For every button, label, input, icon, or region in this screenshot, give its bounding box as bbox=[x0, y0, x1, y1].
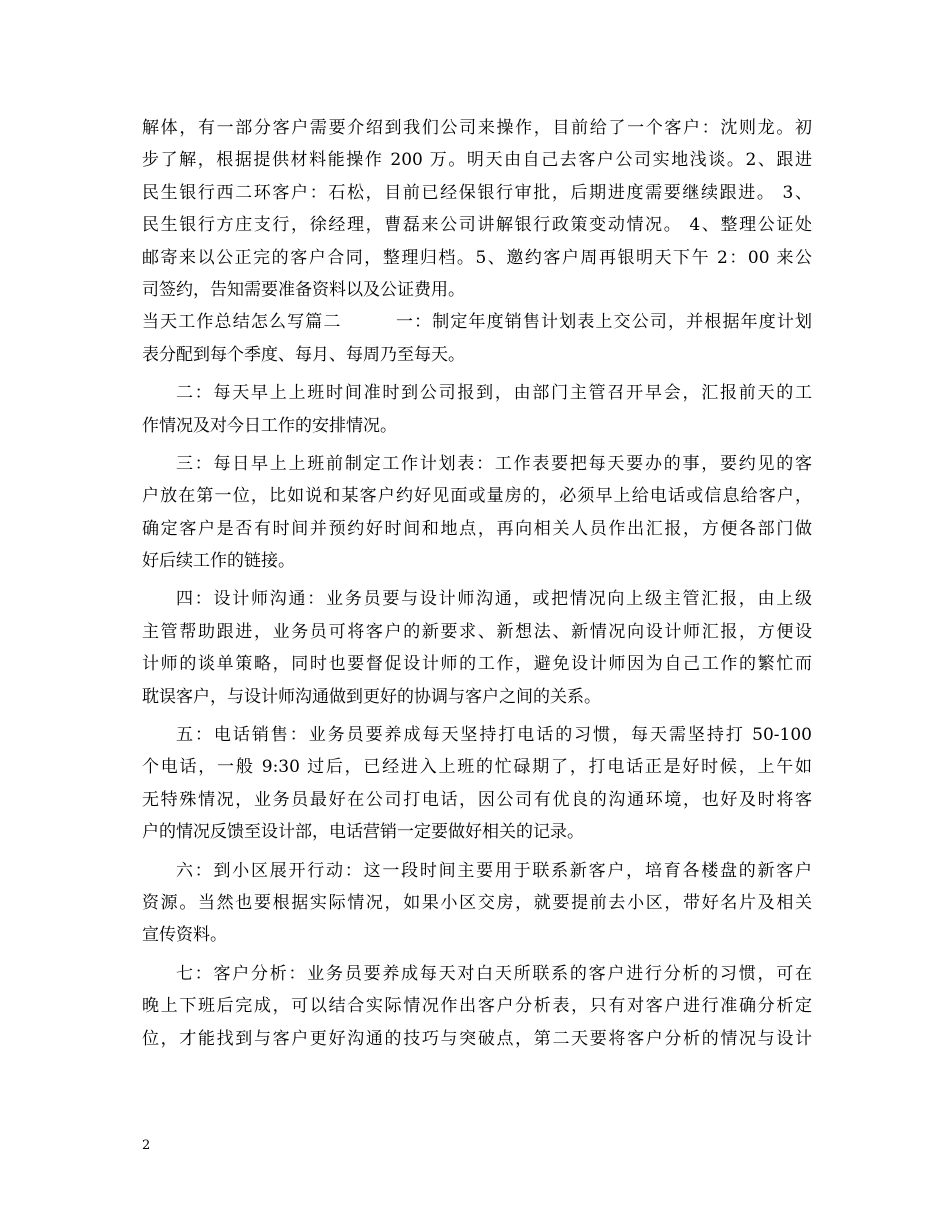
text-line: 民生银行方庄支行，徐经理，曹磊来公司讲解银行政策变动情况。 4、整理公证处 bbox=[142, 215, 812, 236]
text-line: 确定客户是否有时间并预约好时间和地点，再向相关人员作出汇报，方便各部门做 bbox=[142, 518, 812, 539]
text-line: 作情况及对今日工作的安排情况。 bbox=[142, 415, 397, 436]
text-line: 当天工作总结怎么写篇二 一：制定年度销售计划表上交公司，并根据年度计划 bbox=[142, 312, 812, 333]
document-body bbox=[142, 112, 812, 1055]
text-line: 好后续工作的链接。 bbox=[142, 551, 295, 572]
text-line: 主管帮助跟进，业务员可将客户的新要求、新想法、新情况向设计师汇报，方便设 bbox=[142, 621, 812, 642]
text-line: 二：每天早上上班时间准时到公司报到，由部门主管召开早会，汇报前天的工 bbox=[176, 383, 812, 404]
text-line: 无特殊情况，业务员最好在公司打电话，因公司有优良的沟通环境，也好及时将客 bbox=[142, 789, 812, 810]
text-line: 邮寄来以公正完的客户合同，整理归档。5、邀约客户周再银明天下午 2：00 来公 bbox=[142, 247, 812, 268]
page-number: 2 bbox=[142, 1138, 151, 1153]
text-line: 四：设计师沟通：业务员要与设计师沟通，或把情况向上级主管汇报，由上级 bbox=[176, 589, 812, 610]
text-line: 位，才能找到与客户更好沟通的技巧与突破点，第二天要将客户分析的情况与设计 bbox=[142, 1028, 812, 1049]
text-line: 个电话，一般 9:30 过后，已经进入上班的忙碌期了，打电话正是好时候，上午如 bbox=[142, 757, 812, 778]
text-line: 耽误客户，与设计师沟通做到更好的协调与客户之间的关系。 bbox=[142, 686, 601, 707]
text-line: 六：到小区展开行动：这一段时间主要用于联系新客户，培育各楼盘的新客户 bbox=[176, 860, 812, 881]
text-line: 晚上下班后完成，可以结合实际情况作出客户分析表，只有对客户进行准确分析定 bbox=[142, 996, 812, 1017]
text-line: 计师的谈单策略，同时也要督促设计师的工作，避免设计师因为自己工作的繁忙而 bbox=[142, 654, 812, 675]
text-line: 七：客户分析：业务员要养成每天对白天所联系的客户进行分析的习惯，可在 bbox=[176, 963, 812, 984]
text-line: 资源。当然也要根据实际情况，如果小区交房，就要提前去小区，带好名片及相关 bbox=[142, 892, 812, 913]
text-line: 民生银行西二环客户：石松，目前已经保银行审批，后期进度需要继续跟进。 3、 bbox=[142, 182, 812, 203]
text-line: 三：每日早上上班前制定工作计划表：工作表要把每天要办的事，要约见的客 bbox=[176, 453, 812, 474]
text-line: 表分配到每个季度、每月、每周乃至每天。 bbox=[142, 344, 465, 365]
text-line: 户的情况反馈至设计部，电话营销一定要做好相关的记录。 bbox=[142, 822, 584, 843]
text-line: 解体，有一部分客户需要介绍到我们公司来操作，目前给了一个客户：沈则龙。初 bbox=[142, 118, 812, 138]
text-line: 五：电话销售：业务员要养成每天坚持打电话的习惯，每天需坚持打 50-100 bbox=[176, 725, 812, 746]
text-line: 步了解，根据提供材料能操作 200 万。明天由自己去客户公司实地浅谈。2、跟进 bbox=[142, 150, 812, 171]
text-line: 宣传资料。 bbox=[142, 925, 227, 946]
text-line: 司签约，告知需要准备资料以及公证费用。 bbox=[142, 279, 465, 300]
text-line: 户放在第一位，比如说和某客户约好见面或量房的，必须早上给电话或信息给客户， bbox=[142, 486, 812, 507]
